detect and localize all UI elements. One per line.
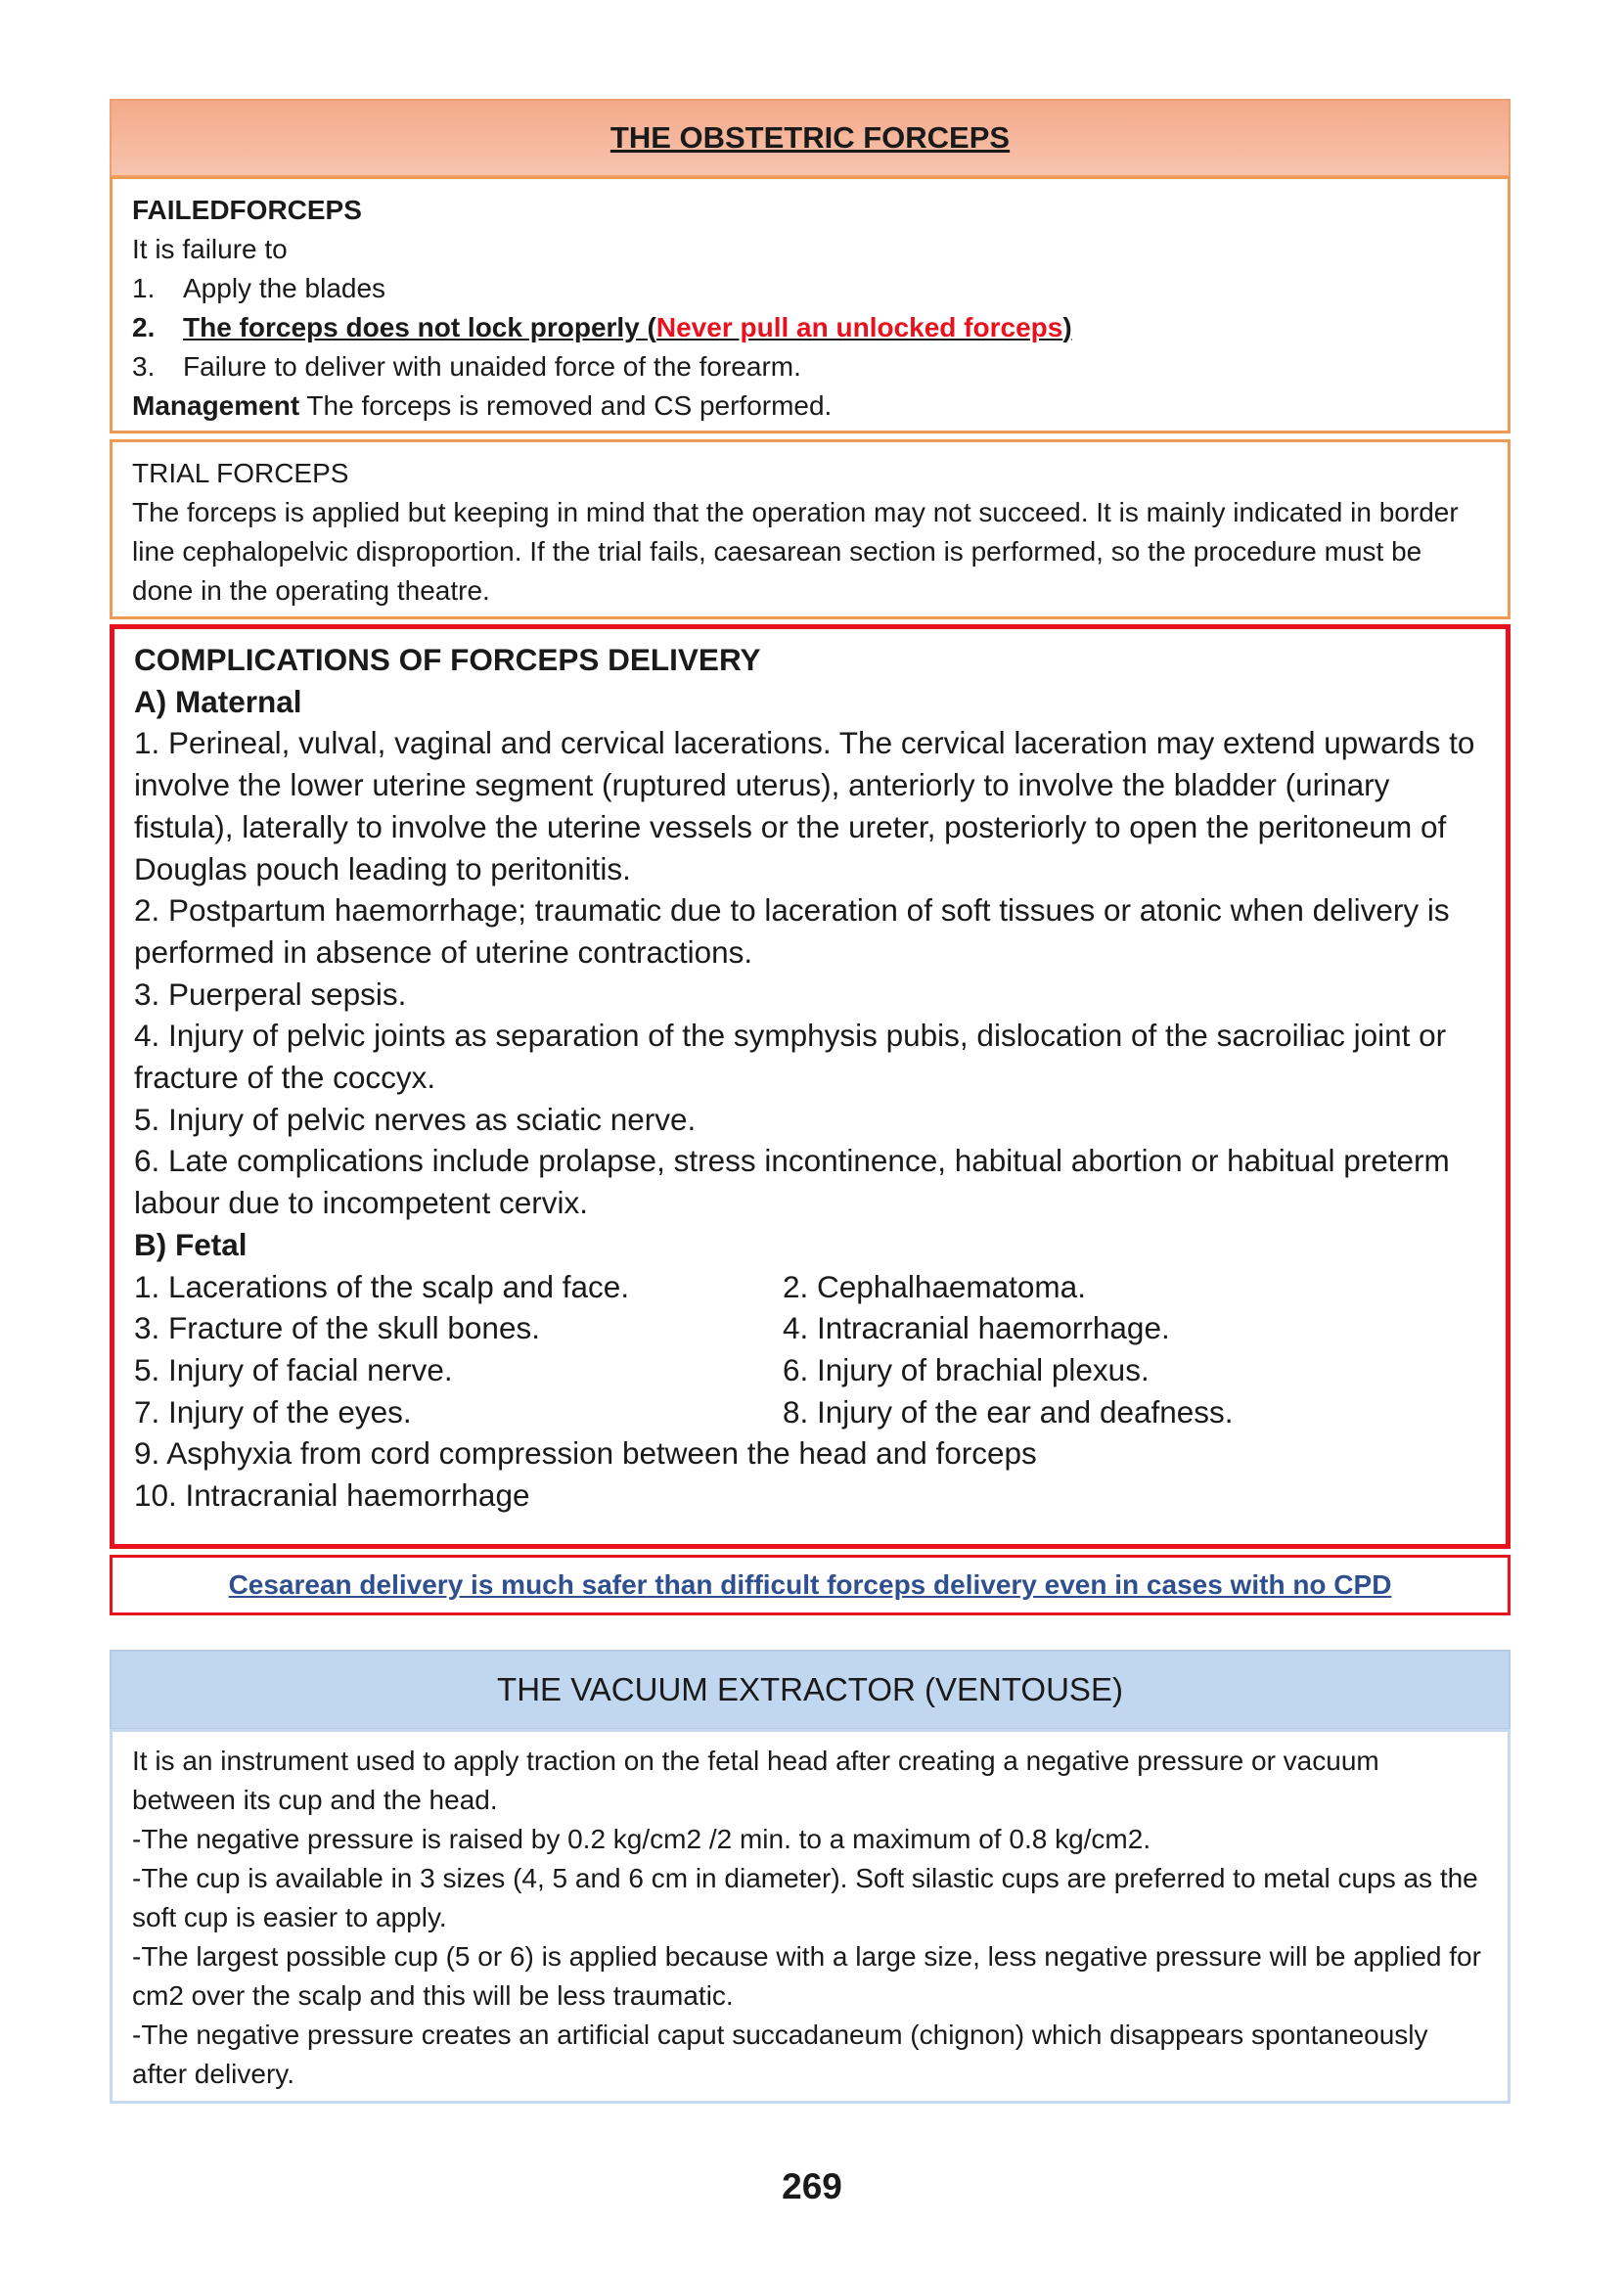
list-item: 3. Failure to deliver with unaided force of the forearm. xyxy=(132,351,801,382)
list-item: 2. Cephalhaematoma. xyxy=(783,1268,1086,1304)
fetal-right-column xyxy=(783,1266,1234,1433)
list-item: 1. Perineal, vulval, vaginal and cervical lacerations. The cervical laceration may extend upwards to involve the lower uterine segment (ruptured uterus), anteriorly to involve the bladder (urinary fistula), laterally to involve the uterine vessels or the ureter, posteriorly to open the peritoneum of Douglas pouch leading to peritonitis. xyxy=(134,725,1475,886)
list-item: 9. Asphyxia from cord compression between the head and forceps xyxy=(134,1435,1037,1472)
list-item: 3. Fracture of the skull bones. xyxy=(134,1310,540,1346)
paragraph: It is an instrument used to apply traction on the fetal head after creating a negative pressure or vacuum between its cup and the head. xyxy=(132,1746,1379,1815)
failed-forceps-heading: FAILEDFORCEPS xyxy=(132,195,362,225)
list-item: 2. Postpartum haemorrhage; traumatic due to laceration of soft tissues or atonic when delivery is performed in absence of uterine contractions. xyxy=(134,892,1450,970)
fetal-left-column xyxy=(134,1266,783,1433)
list-item: 2. The forceps does not lock properly (Never pull an unlocked forceps) xyxy=(132,312,1072,342)
list-item: 1. Lacerations of the scalp and face. xyxy=(134,1268,630,1304)
list-item: 3. Puerperal sepsis. xyxy=(134,976,407,1012)
trial-forceps-box xyxy=(110,439,1511,619)
warning-text: Never pull an unlocked forceps xyxy=(655,312,1063,342)
list-item: 4. Injury of pelvic joints as separation of the symphysis pubis, dislocation of the sacroiliac joint or fracture of the coccyx. xyxy=(134,1018,1447,1096)
list-item: 7. Injury of the eyes. xyxy=(134,1393,412,1430)
list-item: 6. Late complications include prolapse, stress incontinence, habitual abortion or habitual preterm labour due to incompetent cervix. xyxy=(134,1143,1450,1221)
list-item: 8. Injury of the ear and deafness. xyxy=(783,1393,1234,1430)
paragraph: -The cup is available in 3 sizes (4, 5 and 6 cm in diameter). Soft silastic cups are preferred to metal cups as the soft cup is easier to apply. xyxy=(132,1863,1478,1932)
note-box xyxy=(110,1555,1511,1615)
management-line: Management The forceps is removed and CS performed. xyxy=(132,390,833,421)
failed-forceps-box xyxy=(110,176,1511,433)
trial-forceps-heading: TRIAL FORCEPS xyxy=(132,458,349,488)
vacuum-title: THE VACUUM EXTRACTOR (VENTOUSE) xyxy=(497,1671,1123,1707)
note-text: Cesarean delivery is much safer than difficult forceps delivery even in cases with no CPD xyxy=(228,1569,1392,1600)
list-item: 5. Injury of facial nerve. xyxy=(134,1351,453,1387)
vacuum-header xyxy=(110,1650,1511,1730)
page-title: THE OBSTETRIC FORCEPS xyxy=(609,120,1011,155)
maternal-heading: A) Maternal xyxy=(134,683,302,719)
section-title-bar xyxy=(110,99,1511,177)
fetal-columns xyxy=(134,1266,1486,1433)
list-item: 10. Intracranial haemorrhage xyxy=(134,1477,530,1514)
paragraph: -The largest possible cup (5 or 6) is applied because with a large size, less negative pressure will be applied for cm2 over the scalp and this will be less traumatic. xyxy=(132,1941,1481,2011)
vacuum-body xyxy=(110,1729,1511,2104)
failed-forceps-intro: It is failure to xyxy=(132,234,288,264)
complications-heading: COMPLICATIONS OF FORCEPS DELIVERY xyxy=(134,642,761,677)
fetal-heading: B) Fetal xyxy=(134,1226,248,1262)
paragraph: -The negative pressure creates an artificial caput succadaneum (chignon) which disappears spontaneously after delivery. xyxy=(132,2020,1428,2089)
list-item: 1. Apply the blades xyxy=(132,273,386,303)
paragraph: -The negative pressure is raised by 0.2 kg/cm2 /2 min. to a maximum of 0.8 kg/cm2. xyxy=(132,1824,1151,1854)
trial-forceps-text: The forceps is applied but keeping in mind that the operation may not succeed. It is mainly indicated in border line cephalopelvic disproportion. If the trial fails, caesarean section is performed, so the procedure must be done in the operating theatre. xyxy=(132,497,1459,606)
page-number: 269 xyxy=(782,2166,842,2206)
list-item: 6. Injury of brachial plexus. xyxy=(783,1351,1150,1387)
list-item: 4. Intracranial haemorrhage. xyxy=(783,1310,1170,1346)
list-item: 5. Injury of pelvic nerves as sciatic nerve. xyxy=(134,1101,697,1137)
complications-box xyxy=(110,624,1511,1549)
